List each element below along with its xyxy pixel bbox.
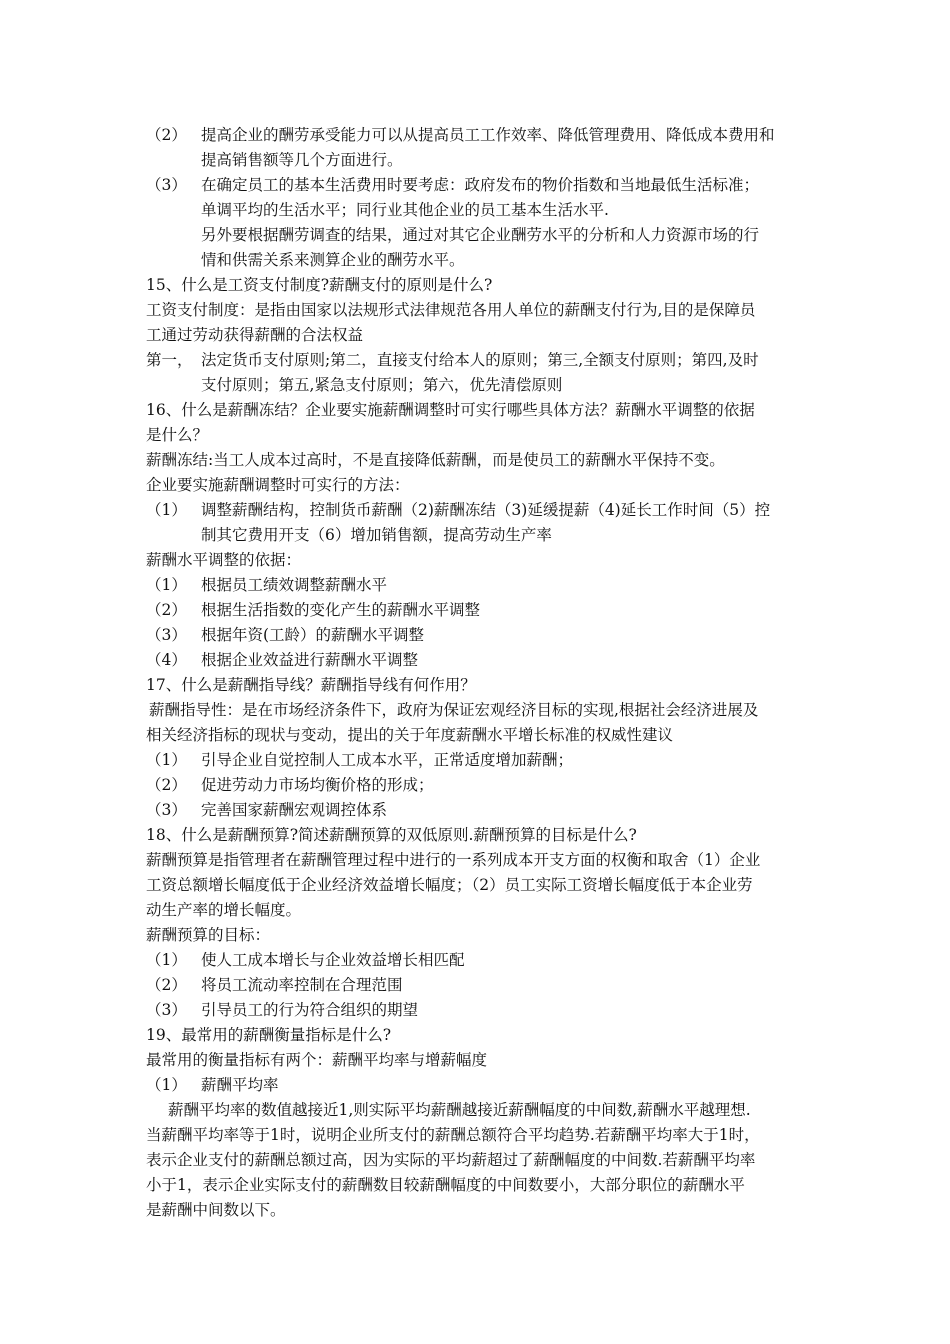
text-line: 相关经济指标的现状与变动，提出的关于年度薪酬水平增长标准的权威性建议 — [146, 726, 674, 744]
list-item-text: 调整薪酬结构，控制货币薪酬（2)薪酬冻结（3)延缓提薪（4)延长工作时间（5）控 — [201, 501, 771, 519]
text-line: 薪酬水平调整的依据： — [146, 551, 302, 569]
list-item-number: （3） — [146, 801, 187, 819]
list-item-number: （2） — [146, 976, 187, 994]
list-item — [146, 573, 814, 598]
text-line: 小于1，表示企业实际支付的薪酬数目较薪酬幅度的中间数要小，大部分职位的薪酬水平 — [146, 1176, 745, 1194]
list-item-text: 在确定员工的基本生活费用时要考虑：政府发布的物价指数和当地最低生活标准； — [201, 176, 760, 194]
text-line: 17、什么是薪酬指导线？薪酬指导线有何作用？ — [146, 676, 476, 694]
text-line: 薪酬冻结:当工人成本过高时，不是直接降低薪酬，而是使员工的薪酬水平保持不变。 — [146, 451, 725, 469]
list-item-continuation: 支付原则；第五,紧急支付原则；第六，优先清偿原则 — [201, 376, 563, 394]
text-line: 薪酬预算的目标： — [146, 926, 271, 944]
list-item — [146, 973, 814, 998]
text-line: 薪酬平均率的数值越接近1,则实际平均薪酬越接近薪酬幅度的中间数,薪酬水平越理想. — [168, 1101, 751, 1119]
text-line: 工通过劳动获得薪酬的合法权益 — [146, 326, 364, 344]
text-line: 动生产率的增长幅度。 — [146, 901, 302, 919]
list-item-continuation: 情和供需关系来测算企业的酬劳水平。 — [201, 251, 465, 269]
document-body — [146, 123, 814, 1223]
list-item-number: （2） — [146, 776, 187, 794]
text-line: 18、什么是薪酬预算?简述薪酬预算的双低原则.薪酬预算的目标是什么? — [146, 826, 637, 844]
text-line: 工资总额增长幅度低于企业经济效益增长幅度；（2）员工实际工资增长幅度低于本企业劳 — [146, 876, 753, 894]
list-item-number: （2） — [146, 126, 187, 144]
list-item — [146, 998, 814, 1023]
list-item-text: 根据年资(工龄）的薪酬水平调整 — [201, 626, 425, 644]
text-line: 企业要实施薪酬调整时可实行的方法： — [146, 476, 410, 494]
list-item-number: （1） — [146, 1076, 187, 1094]
list-item — [146, 948, 814, 973]
list-item-continuation: 单调平均的生活水平；同行业其他企业的员工基本生活水平. — [201, 201, 609, 219]
list-item-text: 根据员工绩效调整薪酬水平 — [201, 576, 388, 594]
list-item-number: （3） — [146, 176, 187, 194]
list-item-number: （1） — [146, 751, 187, 769]
list-item — [146, 348, 814, 373]
list-item — [146, 498, 814, 523]
list-item-text: 薪酬平均率 — [201, 1076, 279, 1094]
list-item-number: （2） — [146, 601, 187, 619]
list-item-text: 根据企业效益进行薪酬水平调整 — [201, 651, 419, 669]
list-item-text: 引导企业自觉控制人工成本水平，正常适度增加薪酬； — [201, 751, 574, 769]
list-item-text: 引导员工的行为符合组织的期望 — [201, 1001, 419, 1019]
list-item — [146, 748, 814, 773]
text-line: 工资支付制度：是指由国家以法规形式法律规范各用人单位的薪酬支付行为,目的是保障员 — [146, 301, 756, 319]
list-item-text: 完善国家薪酬宏观调控体系 — [201, 801, 388, 819]
list-item-number: （1） — [146, 501, 187, 519]
list-item-continuation: 另外要根据酬劳调查的结果，通过对其它企业酬劳水平的分析和人力资源市场的行 — [201, 226, 760, 244]
text-line: 最常用的衡量指标有两个：薪酬平均率与增薪幅度 — [146, 1051, 488, 1069]
text-line: 是薪酬中间数以下。 — [146, 1201, 286, 1219]
text-line: 19、最常用的薪酬衡量指标是什么? — [146, 1026, 392, 1044]
list-item-number: （1） — [146, 576, 187, 594]
list-item-number: （1） — [146, 951, 187, 969]
list-item-text: 法定货币支付原则;第二，直接支付给本人的原则；第三,全额支付原则；第四,及时 — [201, 351, 759, 369]
text-line: 薪酬指导性：是在市场经济条件下，政府为保证宏观经济目标的实现,根据社会经济进展及 — [149, 701, 759, 719]
text-line: 是什么？ — [146, 426, 209, 444]
list-item — [146, 598, 814, 623]
list-item — [146, 623, 814, 648]
list-item-text: 促进劳动力市场均衡价格的形成； — [201, 776, 434, 794]
text-line: 15、什么是工资支付制度?薪酬支付的原则是什么? — [146, 276, 493, 294]
list-item-number: 第一， — [146, 351, 193, 369]
text-line: 当薪酬平均率等于1时，说明企业所支付的薪酬总额符合平均趋势.若薪酬平均率大于1时， — [146, 1126, 760, 1144]
list-item — [146, 798, 814, 823]
list-item-continuation: 提高销售额等几个方面进行。 — [201, 151, 403, 169]
list-item-text: 将员工流动率控制在合理范围 — [201, 976, 403, 994]
list-item — [146, 648, 814, 673]
list-item-continuation: 制其它费用开支（6）增加销售额，提高劳动生产率 — [201, 526, 552, 544]
list-item — [146, 1073, 814, 1098]
text-line: 薪酬预算是指管理者在薪酬管理过程中进行的一系列成本开支方面的权衡和取舍（1）企业 — [146, 851, 761, 869]
list-item-number: （4） — [146, 651, 187, 669]
list-item-number: （3） — [146, 626, 187, 644]
list-item-text: 根据生活指数的变化产生的薪酬水平调整 — [201, 601, 481, 619]
list-item-text: 使人工成本增长与企业效益增长相匹配 — [201, 951, 465, 969]
list-item — [146, 123, 814, 148]
text-line: 表示企业支付的薪酬总额过高，因为实际的平均薪超过了薪酬幅度的中间数.若薪酬平均率 — [146, 1151, 756, 1169]
list-item — [146, 773, 814, 798]
list-item-text: 提高企业的酬劳承受能力可以从提高员工工作效率、降低管理费用、降低成本费用和 — [201, 126, 775, 144]
text-line: 16、什么是薪酬冻结？企业要实施薪酬调整时可实行哪些具体方法？薪酬水平调整的依据 — [146, 401, 755, 419]
list-item-number: （3） — [146, 1001, 187, 1019]
list-item — [146, 173, 814, 198]
